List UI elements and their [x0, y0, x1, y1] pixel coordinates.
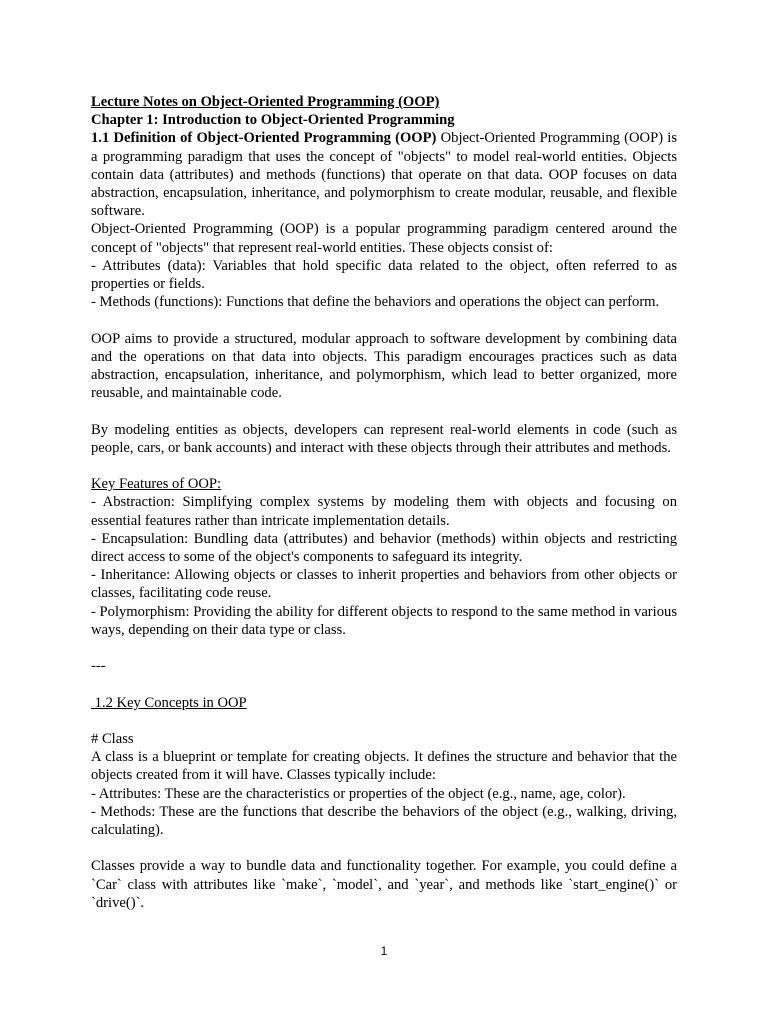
feature-polymorphism: - Polymorphism: Providing the ability for different objects to respond to the same method in various ways, depending on their data type or class.	[91, 603, 677, 638]
class-heading: # Class	[91, 731, 134, 748]
spacer	[91, 402, 677, 420]
chapter-heading: Chapter 1: Introduction to Object-Oriented Programming	[91, 112, 455, 129]
document-page	[91, 93, 677, 912]
paragraph-popular: Object-Oriented Programming (OOP) is a popular programming paradigm centered around the concept of "objects" that represent real-world entities. These objects consist of:	[91, 221, 677, 256]
section-1-1-paragraph	[91, 129, 677, 220]
bullet-methods: - Methods (functions): Functions that define the behaviors and operations the object can perform.	[91, 294, 660, 311]
spacer	[91, 639, 677, 657]
section-1-2-heading: 1.2 Key Concepts in OOP	[91, 694, 247, 711]
feature-encapsulation: - Encapsulation: Bundling data (attributes) and behavior (methods) within objects and restricting direct access to some of the object's components to safeguard its integrity.	[91, 530, 677, 566]
class-bullet-attributes: - Attributes: These are the characteristics or properties of the object (e.g., name, age, color).	[91, 785, 626, 802]
separator: ---	[91, 658, 106, 675]
class-bullet-methods: - Methods: These are the functions that describe the behaviors of the object (e.g., walking, driving, calculating).	[91, 803, 677, 839]
feature-inheritance: - Inheritance: Allowing objects or classes to inherit properties and behaviors from other objects or classes, facilitating code reuse.	[91, 567, 677, 602]
key-features-heading: Key Features of OOP:	[91, 476, 222, 493]
spacer	[91, 675, 677, 693]
document-title: Lecture Notes on Object-Oriented Programming (OOP)	[91, 94, 440, 110]
paragraph-modeling: By modeling entities as objects, developers can represent real-world elements in code (such as people, cars, or bank accounts) and interact with these objects through their attributes and methods.	[91, 421, 677, 456]
spacer	[91, 311, 677, 329]
paragraph-aims: OOP aims to provide a structured, modular approach to software development by combining data and the operations on that data into objects. This paradigm encourages practices such as data abstraction, encapsulation, inheritance, and polymorphism, which lead to better organized, more reusable, and maintainable code.	[91, 330, 677, 402]
feature-abstraction: - Abstraction: Simplifying complex systems by modeling them with objects and focusing on essential features rather than intricate implementation details.	[91, 494, 677, 529]
section-1-1-heading: 1.1 Definition of Object-Oriented Programming (OOP)	[91, 130, 437, 147]
class-text: A class is a blueprint or template for creating objects. It defines the structure and behavior that the objects created from it will have. Classes typically include:	[91, 749, 677, 784]
spacer	[91, 839, 677, 857]
spacer	[91, 457, 677, 475]
spacer	[91, 712, 677, 730]
page-number: 1	[380, 944, 388, 958]
bullet-attributes: - Attributes (data): Variables that hold specific data related to the object, often referred to as properties or fields.	[91, 257, 677, 293]
section-1-1-text: Object-Oriented Programming (OOP) is a programming paradigm that uses the concept of "objects" to model real-world entities. Objects contain data (attributes) and methods (functions) that operate on that data. OOP focuses on data abstraction, encapsulation, inheritance, and polymorphism to create modular, reusable, and flexible software.	[91, 130, 677, 220]
class-example: Classes provide a way to bundle data and functionality together. For example, you could define a `Car` class with attributes like `make`, `model`, and `year`, and methods like `start_engine()` or `drive()`.	[91, 858, 677, 911]
